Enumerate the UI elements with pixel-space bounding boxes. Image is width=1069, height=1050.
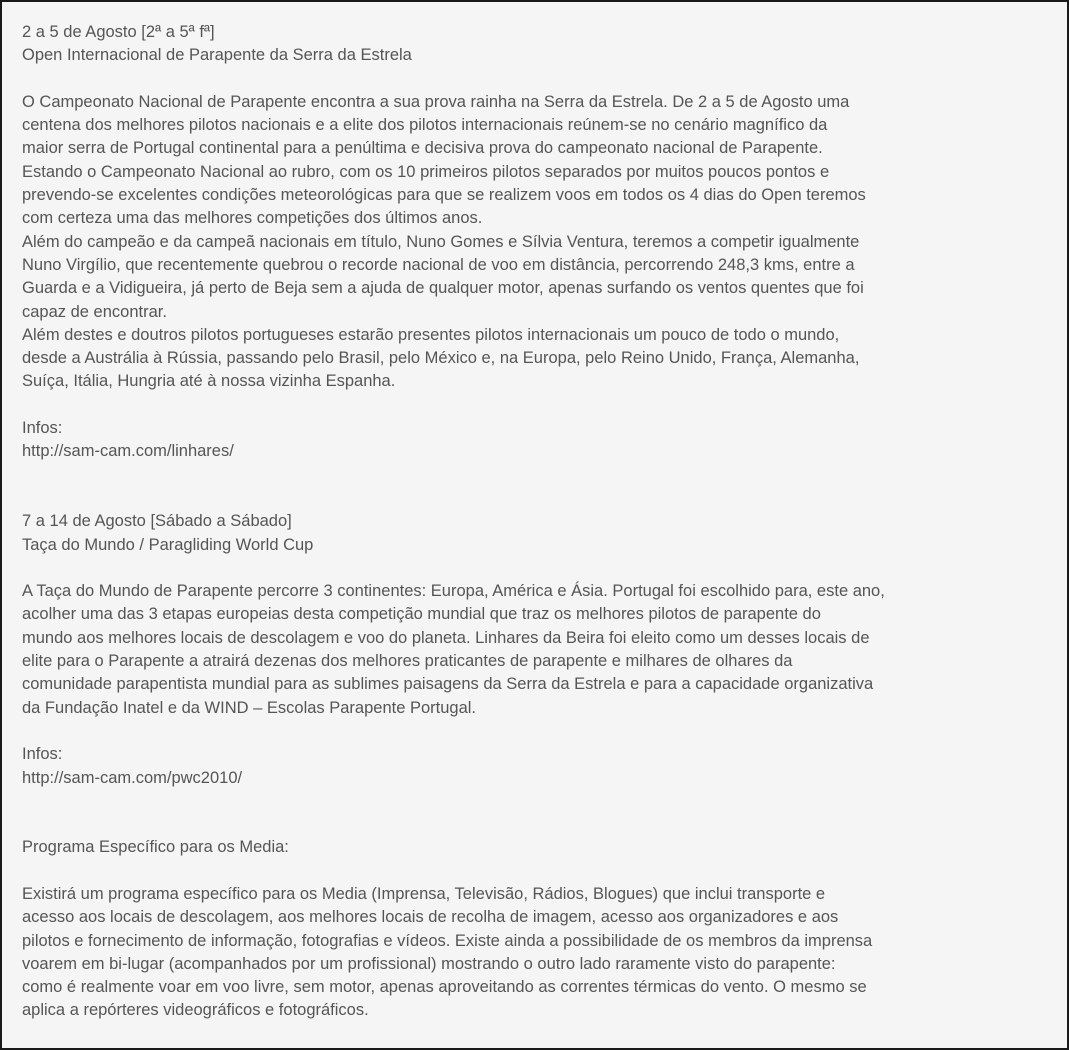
paragraph-line: com certeza uma das melhores competições dos últimos anos. — [22, 209, 483, 228]
paragraph-line: Suíça, Itália, Hungria até à nossa vizinha Espanha. — [22, 372, 396, 391]
event-description — [22, 580, 1057, 720]
paragraph-line: acolher uma das 3 etapas europeias desta competição mundial que traz os melhores pilotos de parapente do — [22, 605, 821, 624]
event-title: Taça do Mundo / Paragliding World Cup — [22, 535, 314, 554]
paragraph-line: acesso aos locais de descolagem, aos melhores locais de recolha de imagem, acesso aos organizadores e aos — [22, 908, 839, 927]
spacer — [22, 557, 1057, 580]
paragraph-line: Guarda e a Vidigueira, já perto de Beja sem a ajuda de qualquer motor, apenas surfando os ventos quentes que foi — [22, 279, 864, 298]
event-title: Open Internacional de Parapente da Serra da Estrela — [22, 46, 412, 65]
paragraph-line: maior serra de Portugal continental para a penúltima e decisiva prova do campeonato nacional de Parapente. — [22, 139, 823, 158]
document-content — [22, 21, 1057, 1023]
spacer — [22, 813, 1057, 836]
paragraph-line: aplica a repórteres videográficos e fotográficos. — [22, 1001, 369, 1020]
paragraph-line: desde a Austrália à Rússia, passando pelo Brasil, pelo México e, na Europa, pelo Reino Unido, França, Alemanha, — [22, 349, 860, 368]
paragraph-line: como é realmente voar em voo livre, sem motor, apenas aproveitando as correntes térmicas do vento. O mesmo se — [22, 978, 867, 997]
paragraph-line: mundo aos melhores locais de descolagem e voo do planeta. Linhares da Beira foi eleito como um desses locais de — [22, 628, 870, 647]
paragraph-line: O Campeonato Nacional de Parapente encontra a sua prova rainha na Serra da Estrela. De 2 a 5 de Agosto uma — [22, 92, 850, 111]
paragraph-line: voarem em bi-lugar (acompanhados por um profissional) mostrando o outro lado raramente visto do parapente: — [22, 954, 836, 973]
event-description — [22, 91, 1057, 394]
spacer — [22, 790, 1057, 813]
infos-link[interactable]: http://sam-cam.com/pwc2010/ — [22, 768, 243, 787]
media-title: Programa Específico para os Media: — [22, 838, 289, 857]
paragraph-line: comunidade parapentista mundial para as sublimes paisagens da Serra da Estrela e para a capacidade organizativa — [22, 675, 874, 694]
paragraph-line: centena dos melhores pilotos nacionais e a elite dos pilotos internacionais reúnem-se no cenário magnífico da — [22, 116, 828, 135]
event-date: 7 a 14 de Agosto [Sábado a Sábado] — [22, 512, 292, 531]
spacer — [22, 487, 1057, 510]
infos-link[interactable]: http://sam-cam.com/linhares/ — [22, 442, 234, 461]
spacer — [22, 720, 1057, 743]
spacer — [22, 394, 1057, 417]
event-date: 2 a 5 de Agosto [2ª a 5ª fª] — [22, 23, 215, 41]
paragraph-line: da Fundação Inatel e da WIND – Escolas Parapente Portugal. — [22, 698, 477, 717]
paragraph-line: Além destes e doutros pilotos portugueses estarão presentes pilotos internacionais um pouco de todo o mundo, — [22, 325, 840, 344]
paragraph-line: Estando o Campeonato Nacional ao rubro, com os 10 primeiros pilotos separados por muitos poucos pontos e — [22, 162, 830, 181]
paragraph-line: Além do campeão e da campeã nacionais em título, Nuno Gomes e Sílvia Ventura, teremos a competir igualmente — [22, 232, 860, 251]
paragraph-line: capaz de encontrar. — [22, 302, 167, 321]
paragraph-line: A Taça do Mundo de Parapente percorre 3 continentes: Europa, América e Ásia. Portugal foi escolhido para, este ano, — [22, 582, 885, 601]
paragraph-line: elite para o Parapente a atrairá dezenas dos melhores praticantes de parapente e milhares de olhares da — [22, 652, 793, 671]
paragraph-line: prevendo-se excelentes condições meteorológicas para que se realizem voos em todos os 4 dias do Open teremos — [22, 186, 866, 205]
media-description — [22, 883, 1057, 1023]
spacer — [22, 464, 1057, 487]
infos-label: Infos: — [22, 419, 63, 438]
paragraph-line: Nuno Virgílio, que recentemente quebrou o recorde nacional de voo em distância, percorrendo 248,3 kms, entre a — [22, 255, 855, 274]
spacer — [22, 68, 1057, 91]
infos-label: Infos: — [22, 745, 63, 764]
paragraph-line: pilotos e fornecimento de informação, fotografias e vídeos. Existe ainda a possibilidade de os membros da imprensa — [22, 931, 873, 950]
paragraph-line: Existirá um programa específico para os Media (Imprensa, Televisão, Rádios, Blogues) que inclui transporte e — [22, 884, 826, 903]
spacer — [22, 860, 1057, 883]
